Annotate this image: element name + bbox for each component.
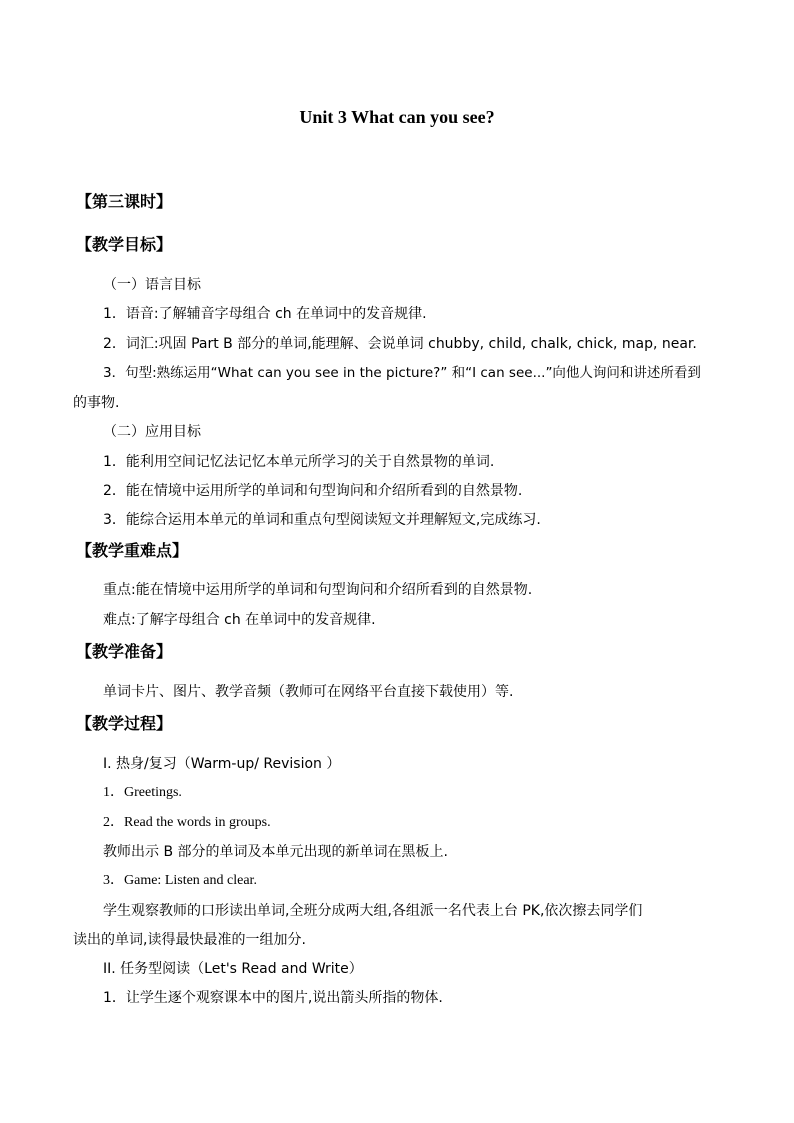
section-heading-preparation: 【教学准备】	[76, 642, 173, 661]
text-line: 1．让学生逐个观察课本中的图片,说出箭头所指的物体.	[103, 990, 443, 1006]
subheading-application-goals: （二）应用目标	[103, 424, 201, 440]
text-line: 单词卡片、图片、教学音频（教师可在网络平台直接下载使用）等.	[103, 684, 514, 700]
text-line: 1．语音:了解辅音字母组合 ch 在单词中的发音规律.	[103, 306, 427, 322]
section-heading-key-points: 【教学重难点】	[76, 541, 189, 560]
text-line: 3．句型:熟练运用“What can you see in the picture?” 和“I can see...”向他人询问和讲述所看到	[103, 365, 701, 381]
text-line: 教师出示 B 部分的单词及本单元出现的新单词在黑板上.	[103, 844, 448, 860]
text-line: 3．能综合运用本单元的单词和重点句型阅读短文并理解短文,完成练习.	[103, 512, 541, 528]
step-heading-warm-up: I. 热身/复习（Warm-up/ Revision ）	[103, 756, 341, 772]
text-line: 的事物.	[73, 395, 120, 411]
text-line: 1．能利用空间记忆法记忆本单元所学习的关于自然景物的单词.	[103, 454, 495, 470]
text-line: 读出的单词,读得最快最准的一组加分.	[73, 932, 306, 948]
section-heading-lesson: 【第三课时】	[76, 192, 173, 211]
step-heading-reading: II. 任务型阅读（Let's Read and Write）	[103, 961, 363, 977]
text-line: 2．词汇:巩固 Part B 部分的单词,能理解、会说单词 chubby, child, chalk, chick, map, near.	[103, 336, 697, 352]
text-line: 难点:了解字母组合 ch 在单词中的发音规律.	[103, 612, 376, 628]
text-line: 重点:能在情境中运用所学的单词和句型询问和介绍所看到的自然景物.	[103, 582, 533, 598]
text-line: 3．Game: Listen and clear.	[103, 873, 257, 888]
section-heading-objectives: 【教学目标】	[76, 235, 173, 254]
section-heading-procedure: 【教学过程】	[76, 714, 173, 733]
text-line: 2．Read the words in groups.	[103, 815, 271, 830]
text-line: 2．能在情境中运用所学的单词和句型询问和介绍所看到的自然景物.	[103, 483, 523, 499]
subheading-language-goals: （一）语言目标	[103, 277, 201, 293]
text-line: 学生观察教师的口形读出单词,全班分成两大组,各组派一名代表上台 PK,依次擦去同学们	[103, 903, 643, 919]
document-title: Unit 3 What can you see?	[299, 107, 495, 127]
text-line: 1．Greetings.	[103, 785, 182, 800]
